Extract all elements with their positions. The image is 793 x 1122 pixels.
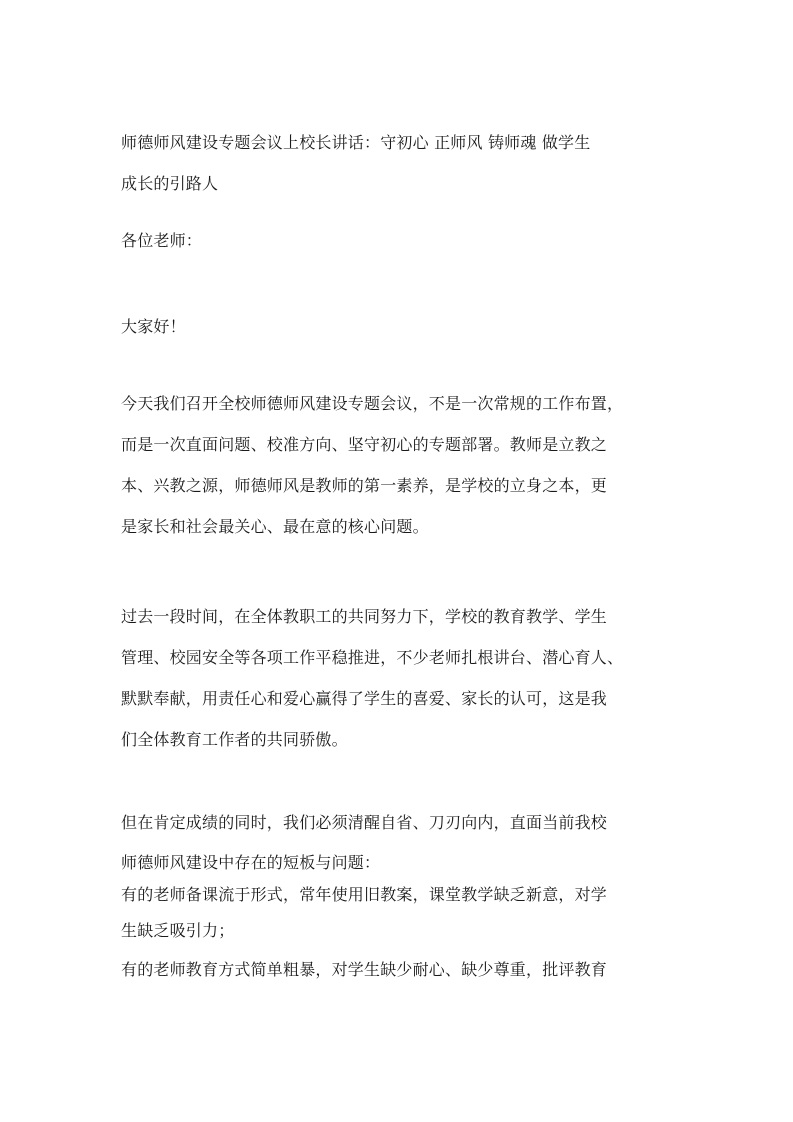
paragraph-3-line: 师德师风建设中存在的短板与问题：	[121, 853, 381, 872]
paragraph-2-line: 过去一段时间，在全体教职工的共同努力下，学校的教育教学、学生	[121, 607, 608, 626]
list-item-line: 有的老师教育方式简单粗暴，对学生缺少耐心、缺少尊重，批评教育	[121, 960, 608, 979]
paragraph-2-line: 们全体教育工作者的共同骄傲。	[121, 730, 348, 749]
paragraph-3-line: 但在肯定成绩的同时，我们必须清醒自省、刀刃向内，直面当前我校	[121, 813, 608, 832]
paragraph-1-line: 本、兴教之源，师德师风是教师的第一素养，是学校的立身之本，更	[121, 476, 608, 495]
paragraph-1-line: 今天我们召开全校师德师风建设专题会议，不是一次常规的工作布置，	[121, 394, 624, 413]
paragraph-2-line: 默默奉献，用责任心和爱心赢得了学生的喜爱、家长的认可，这是我	[121, 689, 608, 708]
greeting: 大家好！	[121, 317, 186, 336]
list-item-line: 有的老师备课流于形式，常年使用旧教案，课堂教学缺乏新意，对学	[121, 885, 608, 904]
paragraph-1-line: 而是一次直面问题、校准方向、坚守初心的专题部署。教师是立教之	[121, 435, 608, 454]
document-title-line-2: 成长的引路人	[121, 174, 219, 193]
paragraph-2-line: 管理、校园安全等各项工作平稳推进，不少老师扎根讲台、潜心育人、	[121, 648, 624, 667]
document-title-line-1: 师德师风建设专题会议上校长讲话：守初心 正师风 铸师魂 做学生	[121, 133, 591, 152]
paragraph-1-line: 是家长和社会最关心、最在意的核心问题。	[121, 517, 429, 536]
salutation: 各位老师：	[121, 231, 203, 250]
list-item-line: 生缺乏吸引力；	[121, 921, 235, 940]
